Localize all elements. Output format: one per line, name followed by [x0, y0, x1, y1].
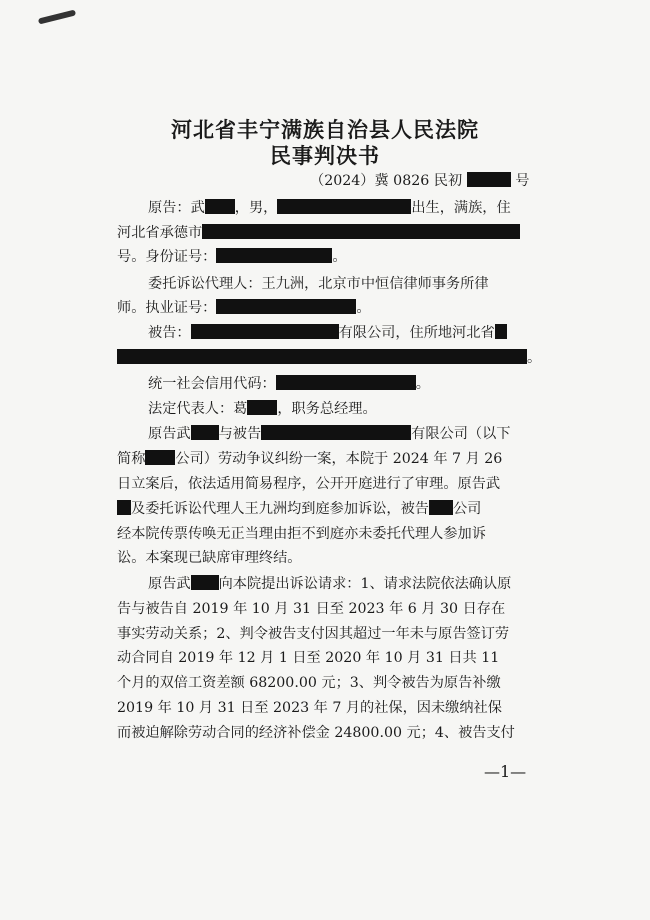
para1-line-5: 经本院传票传唤无正当理由拒不到庭亦未委托代理人参加诉	[117, 526, 486, 542]
court-title: 河北省丰宁满族自治县人民法院	[171, 118, 479, 142]
para1-line-6: 讼。本案现已缺席审理终结。	[117, 550, 302, 566]
redaction	[191, 324, 339, 339]
redaction	[495, 324, 507, 339]
redaction	[202, 224, 520, 239]
redaction	[191, 425, 219, 440]
document-type: 民事判决书	[270, 144, 380, 168]
para2-line-3: 事实劳动关系；2、判令被告支付因其超过一年未与原告签订劳	[117, 626, 510, 642]
redaction	[191, 575, 219, 590]
plaintiff-line-1: 原告：武 ，男， 出生，满族，住	[148, 200, 511, 216]
para1-line-1: 原告武 与被告 有限公司（以下	[148, 426, 511, 442]
para2-line-2: 告与被告自 2019 年 10 月 31 日至 2023 年 6 月 30 日存在	[117, 601, 506, 617]
para2-line-7: 而被迫解除劳动合同的经济补偿金 24800.00 元；4、被告支付	[117, 725, 515, 741]
pen-mark	[38, 9, 76, 24]
redaction	[216, 299, 356, 314]
redaction	[277, 199, 411, 214]
plaintiff-line-3: 号。身份证号： 。	[117, 249, 347, 265]
defendant-line-1: 被告： 有限公司，住所地河北省	[148, 321, 550, 345]
para2-line-5: 个月的双倍工资差额 68200.00 元；3、判令被告为原告补缴	[117, 675, 501, 691]
redaction	[216, 248, 332, 263]
para1-line-2: 简称 公司）劳动争议纠纷一案，本院于 2024 年 7 月 26	[117, 451, 503, 467]
redaction	[145, 450, 175, 465]
para1-line-4: 及委托诉讼代理人王九洲均到庭参加诉讼，被告 公司	[117, 497, 550, 521]
redaction	[276, 375, 416, 390]
redaction	[429, 500, 453, 515]
redaction	[261, 425, 411, 440]
plaintiff-line-2: 河北省承德市	[117, 221, 550, 245]
redaction	[117, 500, 131, 515]
page-number: —1—	[484, 762, 527, 781]
defendant-line-2: 。	[117, 346, 550, 370]
agent-line-1: 委托诉讼代理人：王九洲，北京市中恒信律师事务所律	[148, 276, 489, 292]
case-number: （2024）冀 0826 民初 号	[310, 173, 530, 189]
redaction	[205, 199, 235, 214]
redaction	[247, 400, 277, 415]
agent-line-2: 师。执业证号： 。	[117, 300, 371, 316]
credit-code-line: 统一社会信用代码： 。	[148, 376, 430, 392]
redaction	[117, 349, 527, 364]
para1-line-3: 日立案后，依法适用简易程序，公开开庭进行了审理。原告武	[117, 476, 501, 492]
redaction	[467, 172, 511, 187]
para2-line-6: 2019 年 10 月 31 日至 2023 年 7 月的社保，因未缴纳社保	[117, 700, 502, 716]
para2-line-4: 动合同自 2019 年 12 月 1 日至 2020 年 10 月 31 日共 11	[117, 650, 500, 666]
legal-rep-line: 法定代表人：葛 ，职务总经理。	[148, 401, 377, 417]
para2-line-1: 原告武 向本院提出诉讼请求：1、请求法院依法确认原	[148, 576, 512, 592]
